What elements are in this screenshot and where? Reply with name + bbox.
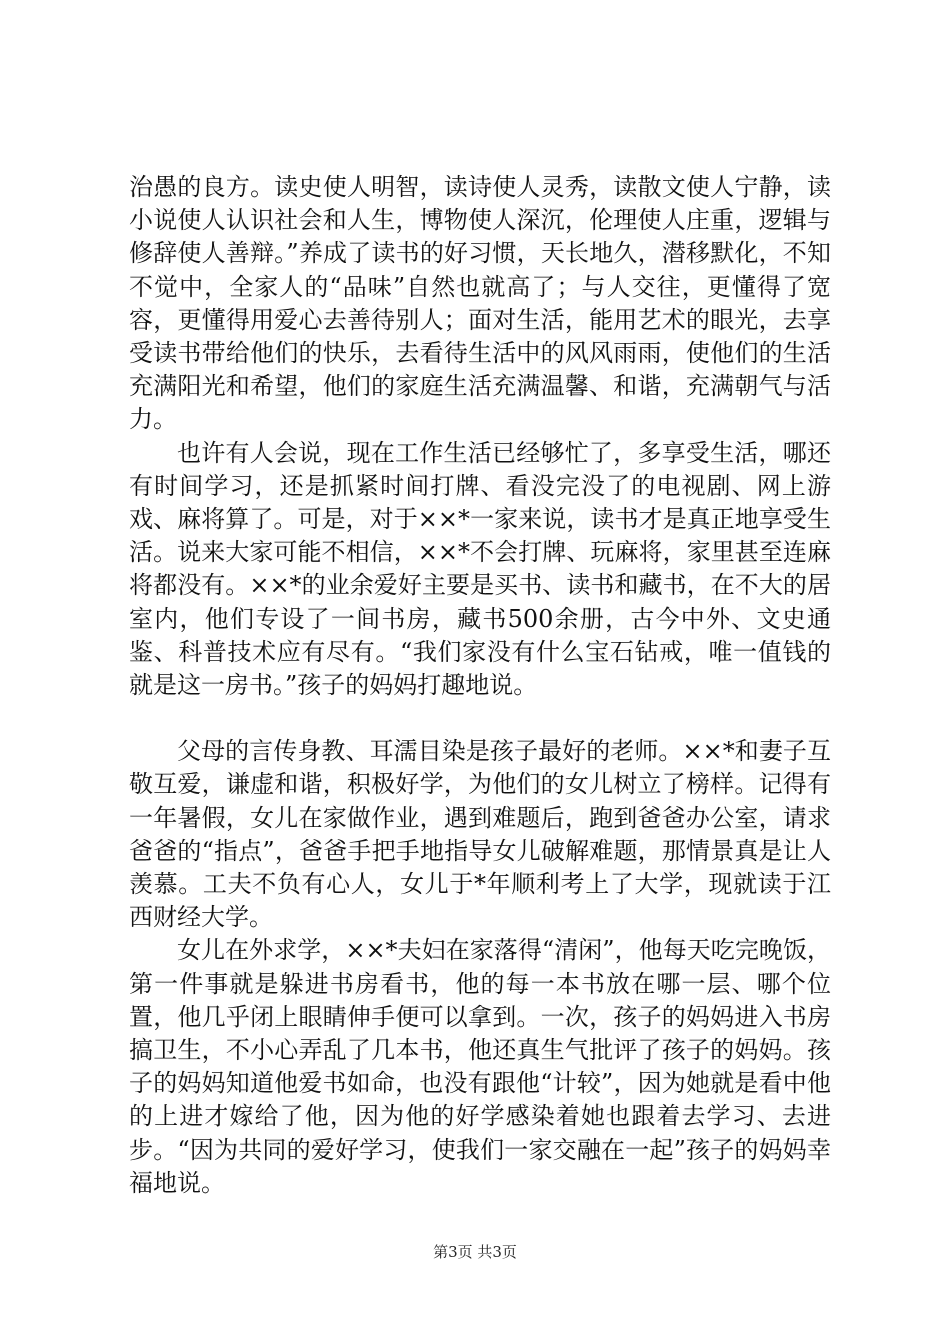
paragraph-4: 女儿在外求学，××*夫妇在家落得“清闲”，他每天吃完晚饭，第一件事就是躲进书房看书，他的每一本书放在哪一层、哪个位置，他几乎闭上眼睛伸手便可以拿到。一次，孩子的妈妈进入书房搞卫生，不小心弄乱了几本书，他还真生气批评了孩子的妈妈。孩子的妈妈知道他爱书如命，也没有跟他“计较”，因为她就是看中他的上进才嫁给了他，因为他的好学感染着她也跟着去学习、去进步。“因为共同的爱好学习，使我们一家交融在一起”孩子的妈妈幸福地说。 xyxy=(129,936,831,1197)
paragraph-1: 治愚的良方。读史使人明智，读诗使人灵秀，读散文使人宁静，读小说使人认识社会和人生，博物使人深沉，伦理使人庄重，逻辑与修辞使人善辩。”养成了读书的好习惯，天长地久，潜移默化，不知不觉中，全家人的“品味”自然也就高了；与人交往，更懂得了宽容，更懂得用爱心去善待别人；面对生活，能用艺术的眼光，去享受读书带给他们的快乐，去看待生活中的风风雨雨，使他们的生活充满阳光和希望，他们的家庭生活充满温馨、和谐，充满朝气与活力。 xyxy=(129,173,831,434)
page-footer: 第3页 共3页 xyxy=(433,1243,517,1261)
paragraph-3: 父母的言传身教、耳濡目染是孩子最好的老师。××*和妻子互敬互爱，谦虚和谐，积极好学，为他们的女儿树立了榜样。记得有一年暑假，女儿在家做作业，遇到难题后，跑到爸爸办公室，请求爸爸的“指点”，爸爸手把手地指导女儿破解难题，那情景真是让人羡慕。工夫不负有心人，女儿于*年顺利考上了大学，现就读于江西财经大学。 xyxy=(129,737,831,932)
document-body xyxy=(129,171,831,1200)
paragraph-2: 也许有人会说，现在工作生活已经够忙了，多享受生活，哪还有时间学习，还是抓紧时间打牌、看没完没了的电视剧、网上游戏、麻将算了。可是，对于××*一家来说，读书才是真正地享受生活。说来大家可能不相信，××*不会打牌、玩麻将，家里甚至连麻将都没有。××*的业余爱好主要是买书、读书和藏书，在不大的居室内，他们专设了一间书房，藏书500余册，古今中外、文史通鉴、科普技术应有尽有。“我们家没有什么宝石钻戒，唯一值钱的就是这一房书。”孩子的妈妈打趣地说。 xyxy=(129,438,831,700)
